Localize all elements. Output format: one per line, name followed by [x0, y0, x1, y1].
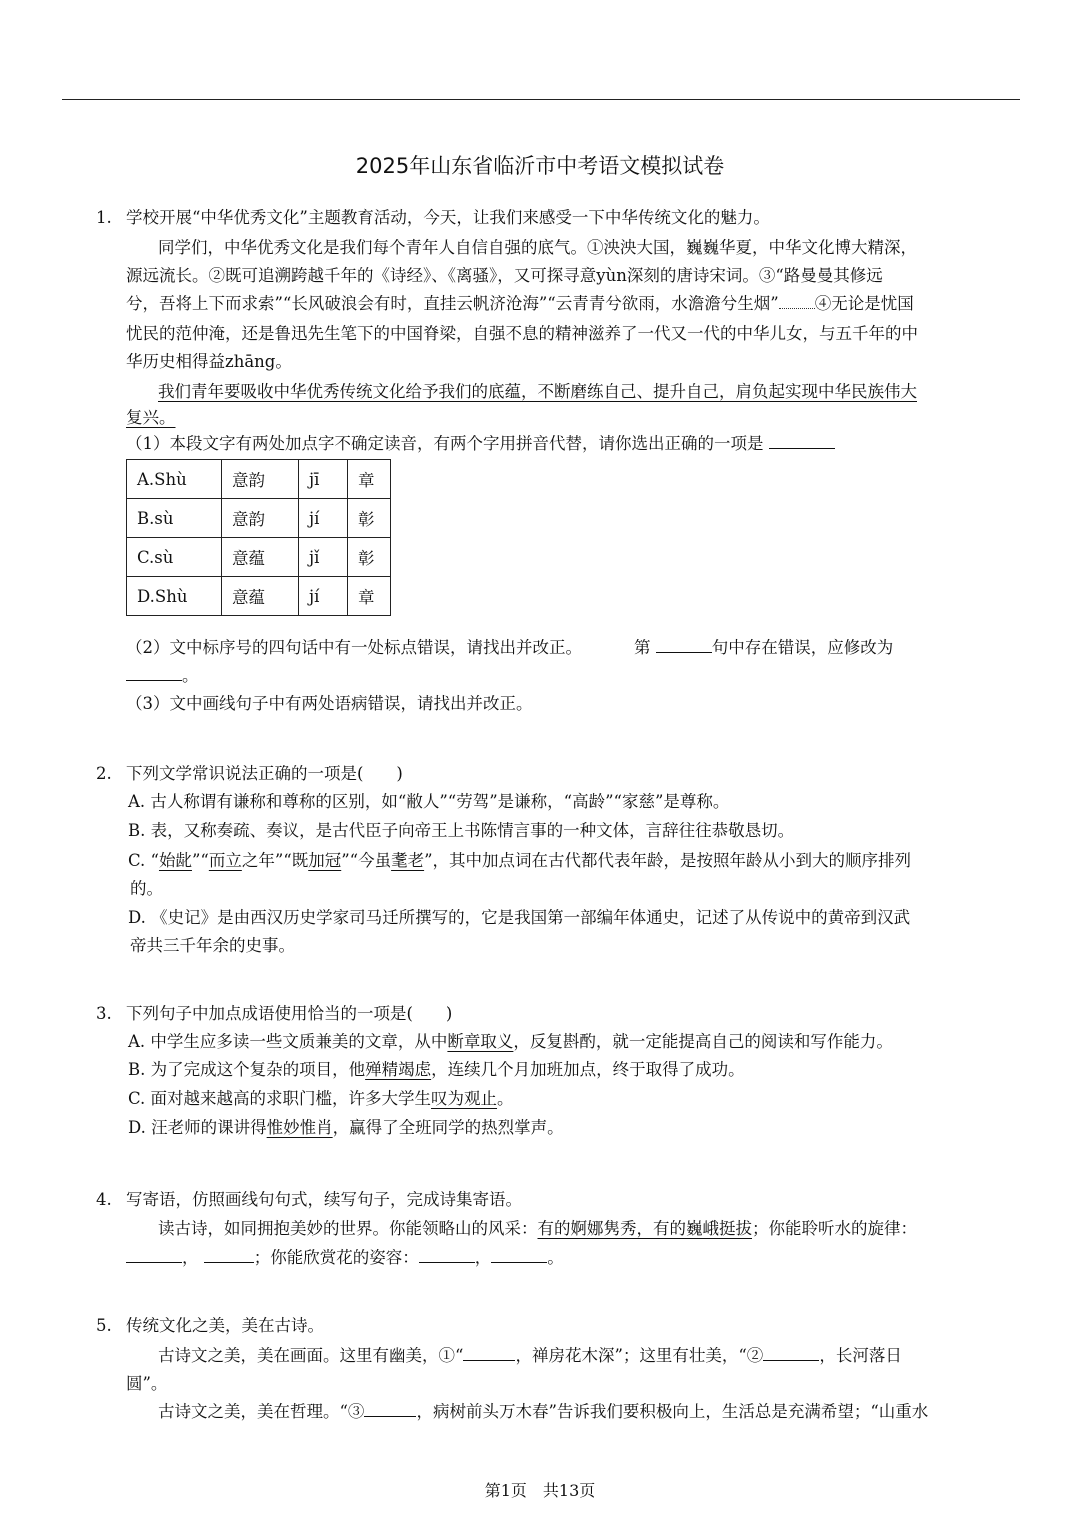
q1-sub2-mid: 句中存在错误，应修改为 — [711, 638, 894, 657]
text: C. 面对越来越高的求职门槛，许多大学生 — [128, 1089, 432, 1108]
text: 读古诗，如同拥抱美妙的世界。你能领略山的风采： — [158, 1219, 538, 1238]
q5-para-1 — [158, 1344, 902, 1368]
q5-para-2 — [158, 1400, 928, 1424]
header-rule — [62, 99, 1020, 100]
age-term: 而立 — [208, 851, 242, 870]
flower-blank-1[interactable] — [419, 1246, 475, 1263]
text: D. 汪老师的课讲得 — [128, 1118, 267, 1137]
text: ，赢得了全班同学的热烈掌声。 — [332, 1118, 564, 1137]
poem-blank-3[interactable] — [364, 1400, 416, 1417]
q2-number: 2. — [96, 764, 112, 783]
text: ”，其中加点词在古代都代表年龄，是按照年龄从小到大的顺序排列 — [424, 851, 912, 870]
q2-option-d-cont: 帝共三千年余的史事。 — [130, 936, 295, 955]
poem-blank-2[interactable] — [763, 1344, 819, 1361]
q2-option-d[interactable]: D. 《史记》是由西汉历史学家司马迁所撰写的，它是我国第一部编年体通史，记述了从传说中的黄帝到汉武 — [128, 908, 911, 927]
q1-para-line-3-tail: ④无论是忧国 — [814, 294, 914, 313]
q1-ellipsis-mark — [779, 294, 815, 309]
text: ；你能欣赏花的姿容： — [253, 1248, 419, 1267]
age-term: 始龀 — [158, 851, 192, 870]
q3-option-a[interactable] — [128, 1030, 893, 1054]
q1-sub1 — [126, 432, 835, 456]
q1-para-line-4: 忧民的范仲淹，还是鲁迅先生笔下的中国脊梁，自强不息的精神滋养了一代又一代的中华儿女，与五千年的中 — [126, 324, 918, 343]
q1-sub2 — [126, 636, 893, 660]
option-label[interactable]: D.Shù — [127, 577, 222, 616]
text: ， — [474, 1248, 492, 1267]
text: A. 中学生应多读一些文质兼美的文章，从中 — [128, 1032, 448, 1051]
text: 。 — [497, 1089, 514, 1108]
model-sentence: 有的婀娜隽秀，有的巍峨挺拔 — [537, 1219, 752, 1238]
idiom: 惟妙惟肖 — [266, 1118, 333, 1137]
q1-sub2-end: 。 — [182, 666, 199, 685]
q3-option-c[interactable] — [128, 1087, 514, 1111]
q5-stem: 传统文化之美，美在古诗。 — [126, 1316, 324, 1335]
q3-number: 3. — [96, 1004, 112, 1023]
text: 古诗文之美，美在哲理。“③ — [158, 1402, 365, 1421]
q1-sub2-cont — [126, 664, 199, 688]
q2-stem: 下列文学常识说法正确的一项是( ) — [126, 764, 403, 783]
option-cell: 意韵 — [222, 460, 299, 499]
idiom: 断章取义 — [447, 1032, 514, 1051]
q3-option-d[interactable] — [128, 1116, 564, 1140]
q3-option-b[interactable] — [128, 1058, 745, 1082]
text: ， — [182, 1248, 199, 1267]
option-cell: 章 — [348, 460, 391, 499]
option-cell: jí — [299, 577, 348, 616]
q1-sub3: （3）文中画线句子中有两处语病错误，请找出并改正。 — [126, 694, 533, 713]
option-cell: 彰 — [348, 538, 391, 577]
text: C. “ — [128, 851, 159, 870]
option-label[interactable]: C.sù — [127, 538, 222, 577]
q4-stem: 写寄语，仿照画线句句式，续写句子，完成诗集寄语。 — [126, 1190, 522, 1209]
option-label[interactable]: B.sù — [127, 499, 222, 538]
q1-para-line-3-text: 兮，吾将上下而求索”“长风破浪会有时，直挂云帆济沧海”“云青青兮欲雨，水澹澹兮生烟” — [126, 294, 779, 313]
q1-sub2-lead: 第 — [634, 638, 651, 657]
idiom: 叹为观止 — [431, 1089, 498, 1108]
option-label[interactable]: A.Shù — [127, 460, 222, 499]
page-footer: 第1页 共13页 — [484, 1481, 596, 1500]
q1-para-line-1: 同学们，中华优秀文化是我们每个青年人自信自强的底气。①泱泱大国，巍巍华夏，中华文化博大精深， — [158, 238, 917, 257]
q1-sub1-blank[interactable] — [769, 432, 835, 449]
q4-number: 4. — [96, 1190, 112, 1209]
q1-underlined-line-1: 我们青年要吸收中华优秀传统文化给予我们的底蕴，不断磨练自己、提升自己，肩负起实现中华民族伟大 — [158, 382, 917, 401]
table-row — [127, 538, 391, 577]
option-cell: 意蕴 — [222, 538, 299, 577]
q4-line-1 — [158, 1217, 917, 1241]
q1-sub2-blank-sentence[interactable] — [656, 636, 712, 653]
q1-para-line-3 — [126, 292, 914, 316]
q1-sub2-text: （2）文中标序号的四句话中有一处标点错误，请找出并改正。 — [126, 638, 582, 657]
option-cell: 意蕴 — [222, 577, 299, 616]
q1-sub2-blank-fix[interactable] — [126, 664, 182, 681]
q2-option-b[interactable]: B. 表，又称奏疏、奏议，是古代臣子向帝王上书陈情言事的一种文体，言辞往往恭敬恳切。 — [128, 821, 795, 840]
poem-blank-1[interactable] — [463, 1344, 515, 1361]
option-cell: 章 — [348, 577, 391, 616]
option-cell: jí — [299, 499, 348, 538]
table-row — [127, 499, 391, 538]
q5-para-1-cont: 圆”。 — [126, 1374, 168, 1393]
text: B. 为了完成这个复杂的项目，他 — [128, 1060, 366, 1079]
water-blank-1[interactable] — [126, 1246, 182, 1263]
table-row — [127, 577, 391, 616]
q1-stem: 学校开展“中华优秀文化”主题教育活动，今天，让我们来感受一下中华传统文化的魅力。 — [126, 208, 770, 227]
text: ，病树前头万木春”告诉我们要积极向上，生活总是充满希望；“山重水 — [416, 1402, 929, 1421]
text: ”“ — [191, 851, 209, 870]
water-blank-2[interactable] — [204, 1246, 254, 1263]
q1-para-line-2: 源远流长。②既可追溯跨越千年的《诗经》、《离骚》，又可探寻意yùn深刻的唐诗宋词。③“路曼曼其修远 — [126, 266, 883, 285]
age-term: 加冠 — [308, 851, 342, 870]
q1-underlined-line-2: 复兴。 — [126, 408, 176, 427]
q3-stem: 下列句子中加点成语使用恰当的一项是( ) — [126, 1004, 453, 1023]
q2-option-c[interactable] — [128, 849, 911, 873]
age-term: 耄老 — [391, 851, 425, 870]
text: 古诗文之美，美在画面。这里有幽美，①“ — [158, 1346, 464, 1365]
text: ，连续几个月加班加点，终于取得了成功。 — [431, 1060, 745, 1079]
q5-number: 5. — [96, 1316, 112, 1335]
q1-para-line-5: 华历史相得益zhāng。 — [126, 352, 292, 371]
q1-options-table — [126, 459, 391, 616]
text: 。 — [547, 1248, 564, 1267]
q1-number: 1. — [96, 208, 112, 227]
text: ，反复斟酌，就一定能提高自己的阅读和写作能力。 — [513, 1032, 893, 1051]
table-row — [127, 460, 391, 499]
q4-line-2 — [126, 1246, 564, 1270]
q1-sub1-text: （1）本段文字有两处加点字不确定读音，有两个字用拼音代替，请你选出正确的一项是 — [126, 434, 764, 453]
text: ，长河落日 — [819, 1346, 902, 1365]
option-cell: 彰 — [348, 499, 391, 538]
text: 之年”“既 — [241, 851, 309, 870]
q2-option-a[interactable]: A. 古人称谓有谦称和尊称的区别，如“敝人”“劳驾”是谦称，“高龄”“家慈”是尊称。 — [128, 792, 730, 811]
text: ，禅房花木深”；这里有壮美，“② — [515, 1346, 764, 1365]
option-cell: jī — [299, 460, 348, 499]
page-title: 2025年山东省临沂市中考语文模拟试卷 — [355, 154, 725, 178]
idiom: 殚精竭虑 — [365, 1060, 432, 1079]
flower-blank-2[interactable] — [491, 1246, 547, 1263]
q2-option-c-cont: 的。 — [130, 879, 163, 898]
text: ；你能聆听水的旋律： — [752, 1219, 917, 1238]
option-cell: jǐ — [299, 538, 348, 577]
text: ”“今虽 — [341, 851, 392, 870]
option-cell: 意韵 — [222, 499, 299, 538]
